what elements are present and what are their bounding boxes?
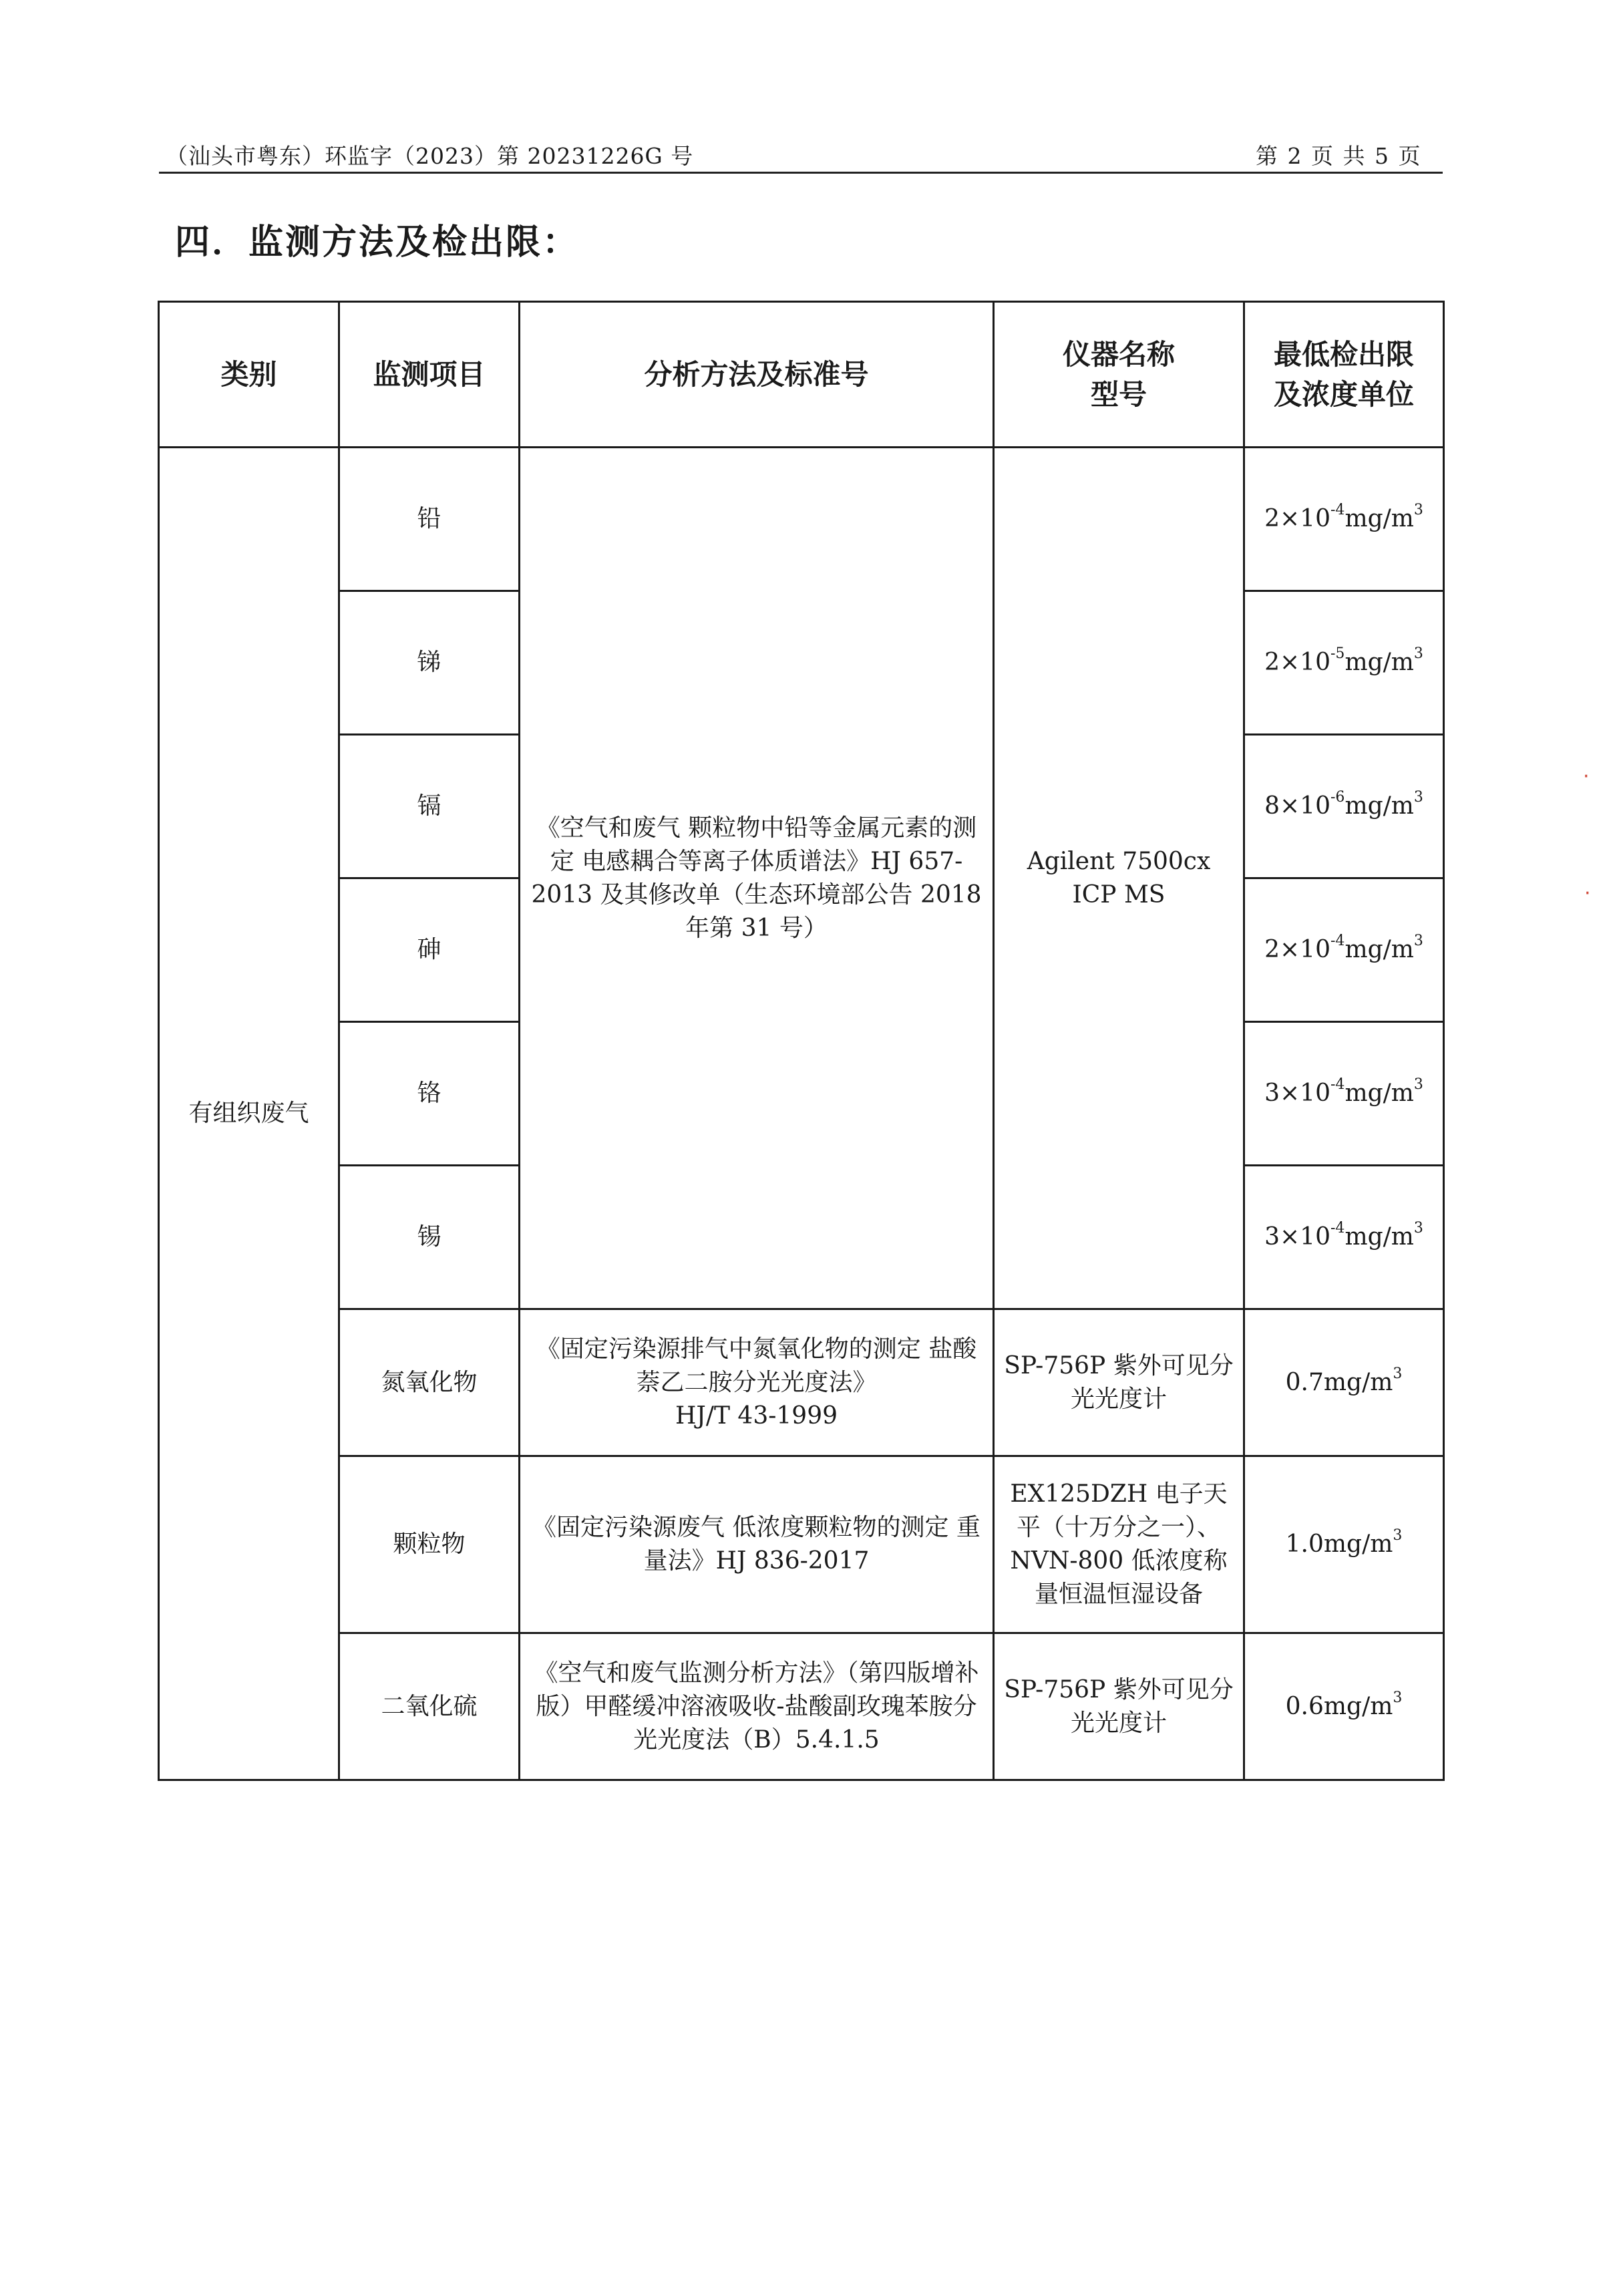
header-method: 分析方法及标准号 (520, 302, 994, 448)
limit-cell: $0.6mg/m^3$ (1244, 1633, 1444, 1780)
table-row (159, 448, 1444, 591)
limit-cell: $2\times 10^{-4}mg/m^3$ (1244, 878, 1444, 1022)
header-category: 类别 (159, 302, 339, 448)
method-table (158, 301, 1445, 1781)
instrument-cell: Agilent 7500cx ICP MS (994, 448, 1244, 1309)
header-limit: 最低检出限 及浓度单位 (1244, 302, 1444, 448)
item-cell: 铬 (339, 1022, 520, 1166)
stamp-edge-mark: · (1583, 765, 1590, 788)
item-cell: 二氧化硫 (339, 1633, 520, 1780)
item-cell: 镉 (339, 735, 520, 878)
page-info: 第 2 页 共 5 页 (1256, 143, 1422, 169)
header-divider (159, 172, 1443, 174)
instrument-cell: SP-756P 紫外可见分光光度计 (994, 1309, 1244, 1456)
item-cell: 铅 (339, 448, 520, 591)
limit-cell: $2\times 10^{-4}mg/m^3$ (1244, 448, 1444, 591)
method-cell: 《空气和废气 颗粒物中铅等金属元素的测定 电感耦合等离子体质谱法》HJ 657-2013 及其修改单（生态环境部公告 2018 年第 31 号） (520, 448, 994, 1309)
instrument-cell: SP-756P 紫外可见分光光度计 (994, 1633, 1244, 1780)
limit-cell: $0.7mg/m^3$ (1244, 1309, 1444, 1456)
instrument-cell: EX125DZH 电子天平（十万分之一）、NVN-800 低浓度称量恒温恒湿设备 (994, 1456, 1244, 1633)
method-cell: 《固定污染源废气 低浓度颗粒物的测定 重量法》HJ 836-2017 (520, 1456, 994, 1633)
method-cell: 《固定污染源排气中氮氧化物的测定 盐酸萘乙二胺分光光度法》 HJ/T 43-1999 (520, 1309, 994, 1456)
table-row (159, 1633, 1444, 1780)
item-cell: 氮氧化物 (339, 1309, 520, 1456)
table-row (159, 1309, 1444, 1456)
limit-cell: $3\times 10^{-4}mg/m^3$ (1244, 1166, 1444, 1309)
limit-cell: $1.0mg/m^3$ (1244, 1456, 1444, 1633)
stamp-edge-mark: · (1584, 882, 1591, 905)
item-cell: 砷 (339, 878, 520, 1022)
section-title: 四．监测方法及检出限： (175, 222, 580, 263)
item-cell: 锑 (339, 591, 520, 735)
table-header-row (159, 302, 1444, 448)
limit-cell: $2\times 10^{-5}mg/m^3$ (1244, 591, 1444, 735)
report-number: （汕头市粤东）环监字（2023）第 20231226G 号 (166, 143, 694, 169)
limit-cell: $8\times 10^{-6}mg/m^3$ (1244, 735, 1444, 878)
limit-cell: $3\times 10^{-4}mg/m^3$ (1244, 1022, 1444, 1166)
method-cell: 《空气和废气监测分析方法》（第四版增补版）甲醛缓冲溶液吸收-盐酸副玫瑰苯胺分光光度法（B）5.4.1.5 (520, 1633, 994, 1780)
table-row (159, 1456, 1444, 1633)
item-cell: 锡 (339, 1166, 520, 1309)
item-cell: 颗粒物 (339, 1456, 520, 1633)
category-cell: 有组织废气 (159, 448, 339, 1780)
header-item: 监测项目 (339, 302, 520, 448)
header-instrument: 仪器名称 型号 (994, 302, 1244, 448)
